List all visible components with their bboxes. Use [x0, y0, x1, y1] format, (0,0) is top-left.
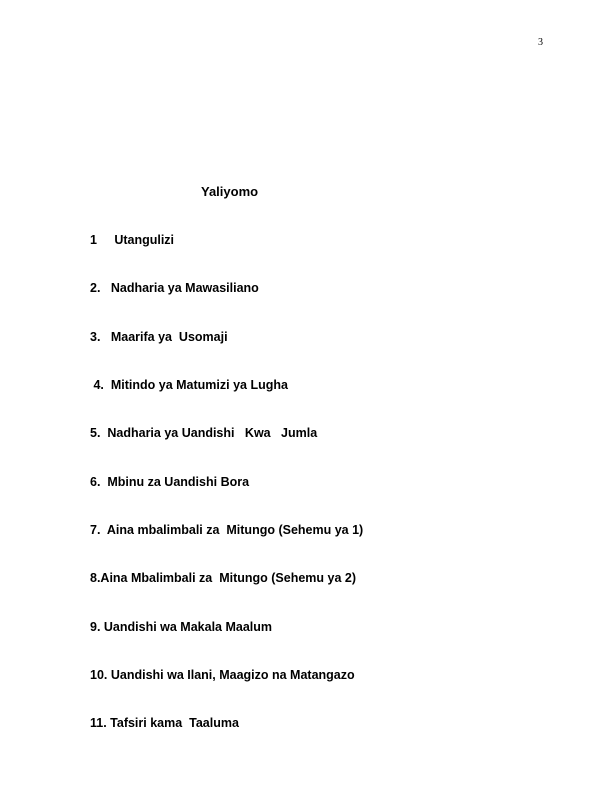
toc-item: 1 Utangulizi	[90, 233, 175, 247]
toc-item: 8.Aina Mbalimbali za Mitungo (Sehemu ya 2)	[90, 571, 357, 585]
page-number: 3	[538, 37, 543, 48]
toc-item: 4. Mitindo ya Matumizi ya Lugha	[90, 378, 288, 392]
toc-item: 9. Uandishi wa Makala Maalum	[90, 620, 273, 634]
toc-item: 3. Maarifa ya Usomaji	[90, 330, 228, 344]
toc-item: 10. Uandishi wa Ilani, Maagizo na Matangazo	[90, 668, 355, 682]
toc-item: 6. Mbinu za Uandishi Bora	[90, 475, 250, 489]
toc-title: Yaliyomo	[201, 184, 259, 199]
toc-item: 2. Nadharia ya Mawasiliano	[90, 281, 259, 295]
toc-item: 5. Nadharia ya Uandishi Kwa Jumla	[90, 426, 318, 440]
toc-item: 11. Tafsiri kama Taaluma	[90, 716, 239, 730]
toc-item: 7. Aina mbalimbali za Mitungo (Sehemu ya 1)	[90, 523, 364, 537]
